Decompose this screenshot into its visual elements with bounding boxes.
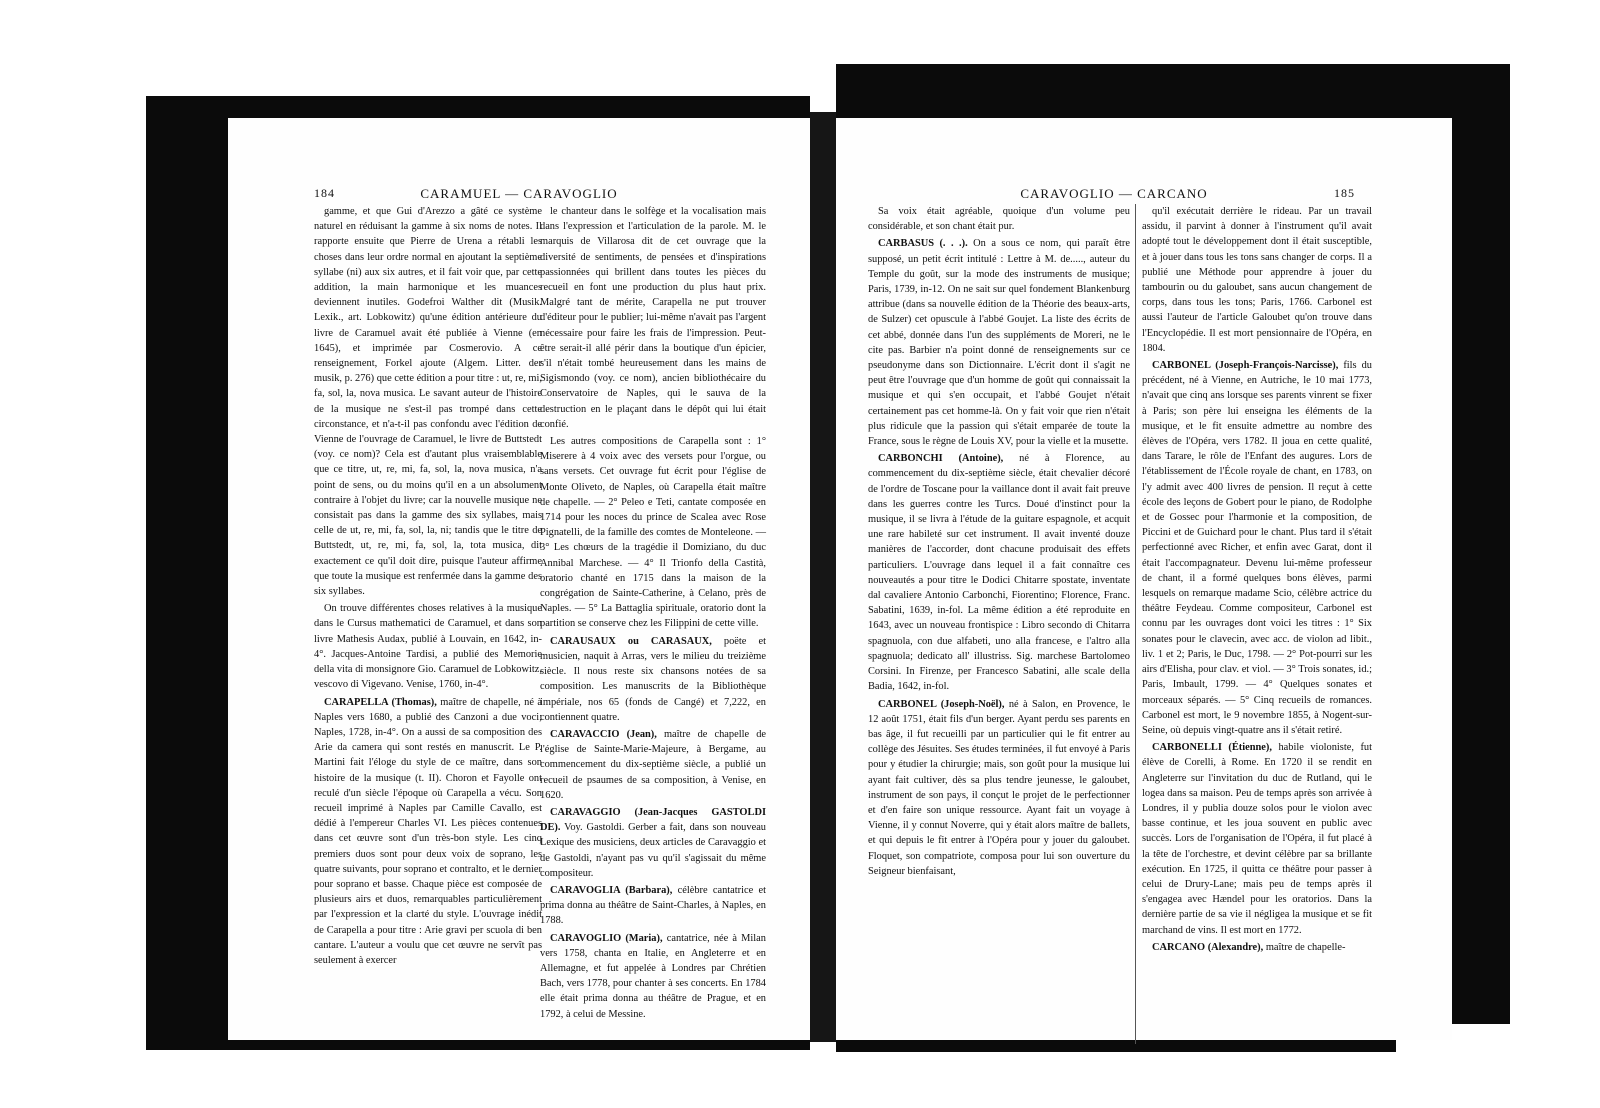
entry-carbonchi (868, 451, 1130, 694)
paragraph: le chanteur dans le solfège et la vocalisation mais dans l'expression et l'articulation de la parole. M. le marquis de Villarosa dit de cet ouvrage que la diversité de sentiments, de pensées et d'inspirations passionnées qui brillent dans toutes les pièces du recueil en font une production du plus haut prix. Malgré tant de mérite, Carapella ne put trouver d'éditeur pour le publier; lui-même n'avait pas l'argent nécessaire pour faire les frais de l'impression. Peut-être serait-il allé périr dans la boutique d'un épicier, s'il n'était tombé heureusement dans les mains de Sigismondo (voy. ce nom), ancien bibliothécaire du Conservatoire de Naples, qui le sauva de la destruction en le plaçant dans le dépôt qui lui était confié. (540, 206, 766, 430)
entry-headword: CARBONEL (Joseph-François-Narcisse), (1152, 360, 1339, 372)
entry-carcano (1142, 940, 1372, 955)
entry-text: habile violoniste, fut élève de Corelli, à Rome. En 1720 il se rendit en Angleterre sur l'invitation du duc de Rutland, qui le logea dans sa maison. Peu de temps après son arrivée à Londres, il y publia douze solos pour le violon avec basse continue, et les joua souvent en public avec succès. Lors de l'organisation de l'Opéra, il fut placé à la tête de l'orchestre, et devint célèbre par sa brillante exécution. En 1725, il quitta ce théâtre pour passer à celui de Drury-Lane; mais peu de temps après il s'engagea avec Hændel pour les oratorios. Dans la dernière partie de sa vie il négligea la musique et se fit marchand de vins. Il est mort en 1772. (1142, 742, 1372, 936)
entry-headword: CARAVACCIO (Jean), (550, 728, 657, 740)
left-page (228, 118, 810, 1040)
entry-text: On a sous ce nom, qui paraît être supposé, un petit écrit intitulé : Lettre à M. de....., auteur du Temple du goût, sur la mode des instruments de musique; Paris, 1739, in-12. On ne sait sur quel fondement Blankenburg attribue (dans sa nouvelle édition de la Théorie des beaux-arts, de Sulzer) cet opuscule à l'abbé Goujet. La liste des écrits de cet abbé, donnée dans l'un des suppléments de Moreri, ne le cite pas. Barbier n'a point donné de renseignements sur ce pseudonyme dans son Dictionnaire. L'écrit dont il s'agit ne peut être l'ouvrage que d'un homme de goût qui connaissait la musique et qui s'en occupait, et l'abbé Goujet n'était certainement pas cet homme-là. On y fait voir que rien n'était plus ridicule que la passion qui s'était emparée de toute la France, sous le règne de Louis XV, pour la vielle et la musette. (868, 238, 1130, 448)
column-rule (1135, 204, 1136, 1044)
entry-carbonel-narcisse (1142, 358, 1372, 738)
entry-text: né à Salon, en Provence, le 12 août 1751, était fils d'un berger. Ayant perdu ses parents en bas âge, il fut recueilli par un particulier qui le fit entrer au collège des Jésuites. Ses études terminées, il fut envoyé à Paris pour y étudier la chirurgie; mais, son goût pour la musique lui ayant fait cultiver, dès sa plus tendre jeunesse, le galoubet, instrument de son pays, il conçut le projet de le perfectionner et d'en faire son unique ressource. Ayant fait un voyage à Vienne, il y connut Noverre, qui y était alors maître de ballets, et qui depuis le fit entrer à l'Opéra pour y jouer du galoubet. Floquet, son compatriote, composa pour lui son ouverture du Seigneur bienfaisant, (868, 698, 1130, 877)
entry-carapella (314, 695, 542, 969)
paragraph: Sa voix était agréable, quoique d'un volume peu considérable, et son chant était pur. (868, 206, 1130, 233)
entry-text: fils du précédent, né à Vienne, en Autriche, le 10 mai 1773, n'avait que cinq ans lorsque ses parents vinrent se fixer à Paris; son père lui enseigna les éléments de la musique, et le fit ensuite admettre au nombre des élèves de l'Opéra, vers 1782. Il joua en cette qualité, dans Tarare, le rôle de l'Enfant des augures. Lors de l'établissement de l'École royale de chant, en 1783, on l'y admit avec 400 livres de pension. Il reçut à cette école des leçons de Gobert pour le piano, de Rodolphe et de Gossec pour l'harmonie et la composition, de Piccini et de Guichard pour le chant. Plus tard il s'était perfectionné avec Richer, et enfin avec Garat, dont il était l'accompagnateur. Devenu lui-même professeur de chant, il a formé quelques bons élèves, parmi lesquels on remarque madame Scio, célèbre actrice du théâtre Feydeau. Comme compositeur, Carbonel est connu par les ouvrages dont voici les titres : 1° Six sonates pour le clavecin, avec acc. de violon ad libit., liv. 1 et 2; Paris, le Duc, 1798. — 2° Pot-pourri sur les airs d'Elisha, pour clav. et viol. — 3° Trois sonates, id.; Paris, Imbault, 1799. — 4° Quelques sonates et morceaux séparés. — 5° Cinq recueils de romances. Carbonel est mort, le 9 novembre 1855, à Nogent-sur-Seine, où depuis vingt-quatre ans il s'était retiré. (1142, 360, 1372, 736)
entry-carbonelli (1142, 740, 1372, 938)
entry-headword: CARAVAGGIO (Jean-Jacques GASTOLDI DE). (540, 806, 766, 834)
entry-carbonel-joseph-noel (868, 697, 1130, 879)
right-column-2 (1142, 204, 1372, 957)
left-column-2 (540, 204, 766, 1024)
right-running-head: CARAVOGLIO — CARCANO (1020, 186, 1208, 201)
left-running-head: CARAMUEL — CARAVOGLIO (420, 186, 618, 201)
entry-headword: CARBONELLI (Étienne), (1152, 742, 1272, 754)
entry-text: né à Florence, au commencement du dix-septième siècle, était chevalier décoré de l'ordre de Toscane pour la vaillance dont il avait fait preuve dans les guerres contre les Turcs. Doué d'instinct pour la musique, il se livra à l'étude de la guitare espagnole, et acquit une rare habileté sur cet instrument. Il avait inventé douze manières de l'accorder, dont chacune produisait des effets particuliers. L'ouvrage dans lequel il a fait connaître ces nouveautés a pour titre le Dodici Chitarre spostate, inventate dal cavaliere Antonio Carbonchi, Fiorentino; Florence, Franc. Sabatini, 1639, in-fol. La même édition a été reproduite en 1643, avec un nouveau frontispice : Libro secondo di Chitarra spagnuola, con due alfabeti, uno alla francese, e l'altro alla spagnuola; dedicato all' illustriss. Sig. marchese Bartolomeo Corsini. In Firenze, per Francesco Sabatini, alle scale della Badia, 1642, in-fol. (868, 453, 1130, 693)
entry-caravaccio (540, 727, 766, 803)
scan-edge-left (146, 112, 236, 1048)
paragraph: Les autres compositions de Carapella sont : 1° Miserere à 4 voix avec des versets pour l'orgue, ou sans versets. Cet ouvrage fut écrit pour l'église de Monte Oliveto, de Naples, où Carapella était maître de chapelle. — 2° Peleo e Teti, cantate composée en 1714 pour les noces du prince de Scalea avec Rose Pignatelli, de la famille des comtes de Monteleone. — 3° Les chœurs de la tragédie il Domiziano, du duc Annibal Marchese. — 4° Il Trionfo della Castità, oratorio chanté en 1715 dans la maison de la congrégation de Sainte-Catherine, à Celano, près de Naples. — 5° La Battaglia spirituale, oratorio dont la partition se conserve chez les Filippini de cette ville. (540, 436, 766, 630)
right-page-number: 185 (1334, 186, 1355, 200)
entry-text: maître de chapelle- (1265, 941, 1346, 953)
scan-edge-top-left (146, 96, 810, 120)
entry-headword: CARAPELLA (Thomas), (324, 696, 437, 708)
right-page (836, 118, 1452, 1040)
scan-edge-top-right (836, 64, 1476, 120)
book-gutter (810, 112, 836, 1042)
entry-text: maître de chapelle, né à Naples vers 1680, a publié des Canzoni a due voci; Naples, 1728, in-4°. On a aussi de sa composition des Arie da camera qui sont restés en manuscrit. Le P. Martini fait l'éloge du style de ce maître, dans son histoire de la musique (t. II). Choron et Fayolle ont reculé d'un siècle l'époque où Carapella a vécu. Son recueil imprimé à Naples par Camille Cavallo, est dédié à l'empereur Charles VI. Les pièces contenues dans cet œuvre sont d'un très-bon style. Les cinq premiers duos sont pour deux voix de soprano, les quatre suivants, pour soprano et contralto, et le dernier pour soprano et basse. Chaque pièce est composée de plusieurs airs et duos, remarquables particulièrement par l'expression et la clarté du style. L'ouvrage inédit de Carapella a pour titre : Arie gravi per scuola di ben cantare. L'auteur a voulu que cet œuvre ne servît pas seulement à exercer (314, 696, 542, 966)
right-column-1 (868, 204, 1130, 881)
scan-edge-right (1450, 64, 1510, 1024)
entry-text: célèbre cantatrice et prima donna au théâtre de Saint-Charles, à Naples, en 1788. (540, 884, 766, 927)
entry-caravoglia (540, 883, 766, 929)
entry-text: maître de chapelle de l'église de Sainte-Marie-Majeure, à Bergame, au commencement du dix-septième siècle, a publié un recueil de psaumes de sa composition, à Venise, en 1620. (540, 728, 766, 801)
entry-caravaggio (540, 805, 766, 881)
paragraph: gamme, et que Gui d'Arezzo a gâté ce système naturel en réduisant la gamme à six noms de notes. Il rapporte ensuite que Pierre de Urena a rétabli les choses dans leur ordre normal en ajoutant la septième syllabe (ni) aux six autres, et il fait voir que, par cette addition, la main harmonique et les muances deviennent inutiles. Godefroi Walther dit (Musik. Lexik., art. Lobkowitz) qu'une édition antérieure du livre de Caramuel avait été publiée à Vienne (en 1645), et imprimée par Cosmerovio. A ce renseignement, Forkel ajoute (Algem. Litter. der musik, p. 276) que cette édition a pour titre : ut, re, mi, fa, sol, la, nova musica. Le savant auteur de l'histoire de la musique ne s'est-il pas trompé dans cette circonstance, et n'a-t-il pas confondu avec l'édition de Vienne de l'ouvrage de Caramuel, le livre de Buttstedt (voy. ce nom)? Cela est d'autant plus vraisemblable que ce titre, ut, re, mi, fa, sol, la, nova musica, n'a point de sens, ou du moins qu'il en a un absolument contraire à l'objet du livre; car la nouvelle musique ne consistait pas dans la gamme des six syllabes, mais celle de ut, re, mi, fa, sol, la, ni; tandis que le titre de Buttstedt, ut, re, mi, fa, sol, la, tota musica, dit exactement ce qu'il doit dire, puisque l'auteur affirme que toute la musique est renfermée dans la gamme des six syllabes. (314, 206, 542, 598)
entry-text: cantatrice, née à Milan vers 1758, chanta en Italie, en Angleterre et en Allemagne, et fut appelée à Londres par Chrétien Bach, vers 1778, pour chanter à ses concerts. En 1784 elle était prima donna au théâtre de Prague, et en 1792, à celui de Messine. (540, 932, 766, 1020)
entry-text: poëte et musicien, naquit à Arras, vers le milieu du treizième siècle. Il nous reste six chansons notées de sa composition. Les manuscrits de la Bibliothèque impériale, nos 65 (fonds de Cangé) et 7,222, en contiennent quatre. (540, 635, 766, 723)
entry-text: Voy. Gastoldi. Gerber a fait, dans son nouveau Lexique des musiciens, deux articles de Caravaggio et de Gastoldi, n'ayant pas vu qu'il s'agissait du même compositeur. (540, 822, 766, 879)
entry-headword: CARBASUS (. . .). (878, 238, 968, 250)
entry-headword: CARCANO (Alexandre), (1152, 941, 1264, 953)
entry-headword: CARAVOGLIO (Maria), (550, 932, 663, 944)
entry-headword: CARBONCHI (Antoine), (878, 453, 1004, 465)
entry-carbasus (868, 236, 1130, 449)
paragraph: qu'il exécutait derrière le rideau. Par un travail assidu, il parvint à donner à l'instrument qu'il avait adopté tout le développement dont il était susceptible, et à jouer dans tous les tons sans changer de corps. Il a publié une Méthode pour apprendre à jouer du tambourin ou du galoubet, sans aucun changement de corps, dans tous les tons; Paris, 1766. Carbonel est aussi l'auteur de l'article Galoubet qu'on trouve dans l'Encyclopédie. Il est mort pensionnaire de l'Opéra, en 1804. (1142, 206, 1372, 354)
entry-carausaux (540, 634, 766, 725)
left-page-number: 184 (314, 186, 335, 200)
entry-headword: CARAVOGLIA (Barbara), (550, 884, 673, 896)
left-column-1 (314, 204, 542, 970)
entry-caravoglio (540, 931, 766, 1022)
entry-headword: CARAUSAUX ou CARASAUX, (550, 635, 712, 647)
paragraph: On trouve différentes choses relatives à la musique dans le Cursus mathematici de Caramuel, et dans son livre Mathesis Audax, publié à Louvain, en 1642, in-4°. Jacques-Antoine Tardisi, a publié des Memorie della vita di monsignore Gio. Caramuel de Lobkowitz, vescovo di Vigevano. Venise, 1760, in-4°. (314, 603, 542, 691)
entry-headword: CARBONEL (Joseph-Noël), (878, 698, 1005, 710)
